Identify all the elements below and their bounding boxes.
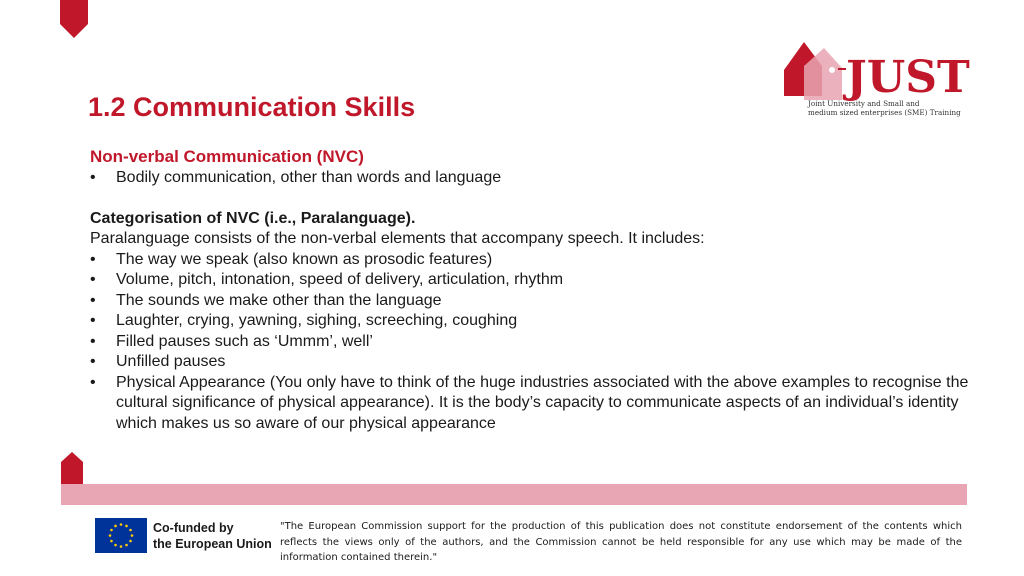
logo-subtitle [808,100,961,117]
list-item-text: Unfilled pauses [116,353,226,370]
list-item [90,168,980,189]
nvc-bullet-list [90,168,980,189]
list-item [90,373,980,435]
bullet-icon: • [90,169,96,186]
eu-star [114,525,117,528]
footer-divider-bar [61,484,967,505]
disclaimer-text: "The European Commission support for the production of this publication does not constitute endorsement of the contents which reflects the views only of the authors, and the Commission cannot be held responsible for any use which may be made of the information contained therein." [280,521,962,563]
bullet-icon: • [90,250,96,268]
top-decorative-tab [60,0,88,38]
eu-star [129,529,132,532]
cofunded-label [153,520,272,552]
cofunded-line2: the European Union [153,537,272,551]
nvc-heading: Non-verbal Communication (NVC) [90,147,364,166]
bullet-icon: • [90,353,96,370]
eu-star [125,544,128,547]
bullet-icon: • [90,312,96,329]
list-item [90,311,980,332]
categorisation-intro: Paralanguage consists of the non-verbal elements that accompany speech. It includes: [90,230,705,247]
categorisation-heading: Categorisation of NVC (i.e., Paralanguage). [90,209,416,227]
eu-star [125,525,128,528]
logo-subtitle-line2: medium sized enterprises (SME) Training [808,107,961,117]
logo-subtitle-line1: Joint University and Small and [808,99,920,108]
list-item-text: Physical Appearance (You only have to think of the huge industries associated with the above examples to recognise the cultural significance of physical appearance). It is the body’s capacity to communicate aspects of an individual’s identity which makes us so aware of our physical appearance [116,373,969,432]
eu-star [110,529,113,532]
list-item-text: The sounds we make other than the language [116,291,442,309]
eu-star [109,534,112,537]
list-item [90,332,980,353]
list-item [90,250,980,271]
list-item-text: Bodily communication, other than words and language [116,169,502,186]
list-item-text: The way we speak (also known as prosodic features) [116,250,493,268]
cofunded-line1: Co-funded by [153,521,234,535]
list-item [90,291,980,312]
logo-wordmark: JUST [846,52,970,103]
bullet-icon: • [90,373,96,391]
list-item-text: Filled pauses such as ‘Ummm’, well’ [116,332,373,350]
slide-body [90,146,980,434]
list-item [90,270,980,291]
list-item-text: Laughter, crying, yawning, sighing, screeching, coughing [116,312,518,329]
categorisation-bullet-list [90,250,980,435]
bullet-icon: • [90,291,96,309]
eu-star [131,534,134,537]
side-decorative-tab [61,452,83,484]
list-item-text: Volume, pitch, intonation, speed of delivery, articulation, rhythm [116,271,564,288]
eu-flag-icon [95,518,147,553]
eu-star [120,523,123,526]
bullet-icon: • [90,332,96,350]
page-title: 1.2 Communication Skills [88,92,416,122]
eu-star [110,540,113,543]
eu-star [120,545,123,548]
eu-star [114,544,117,547]
list-item [90,352,980,373]
bullet-icon: • [90,271,96,288]
eu-star [129,540,132,543]
